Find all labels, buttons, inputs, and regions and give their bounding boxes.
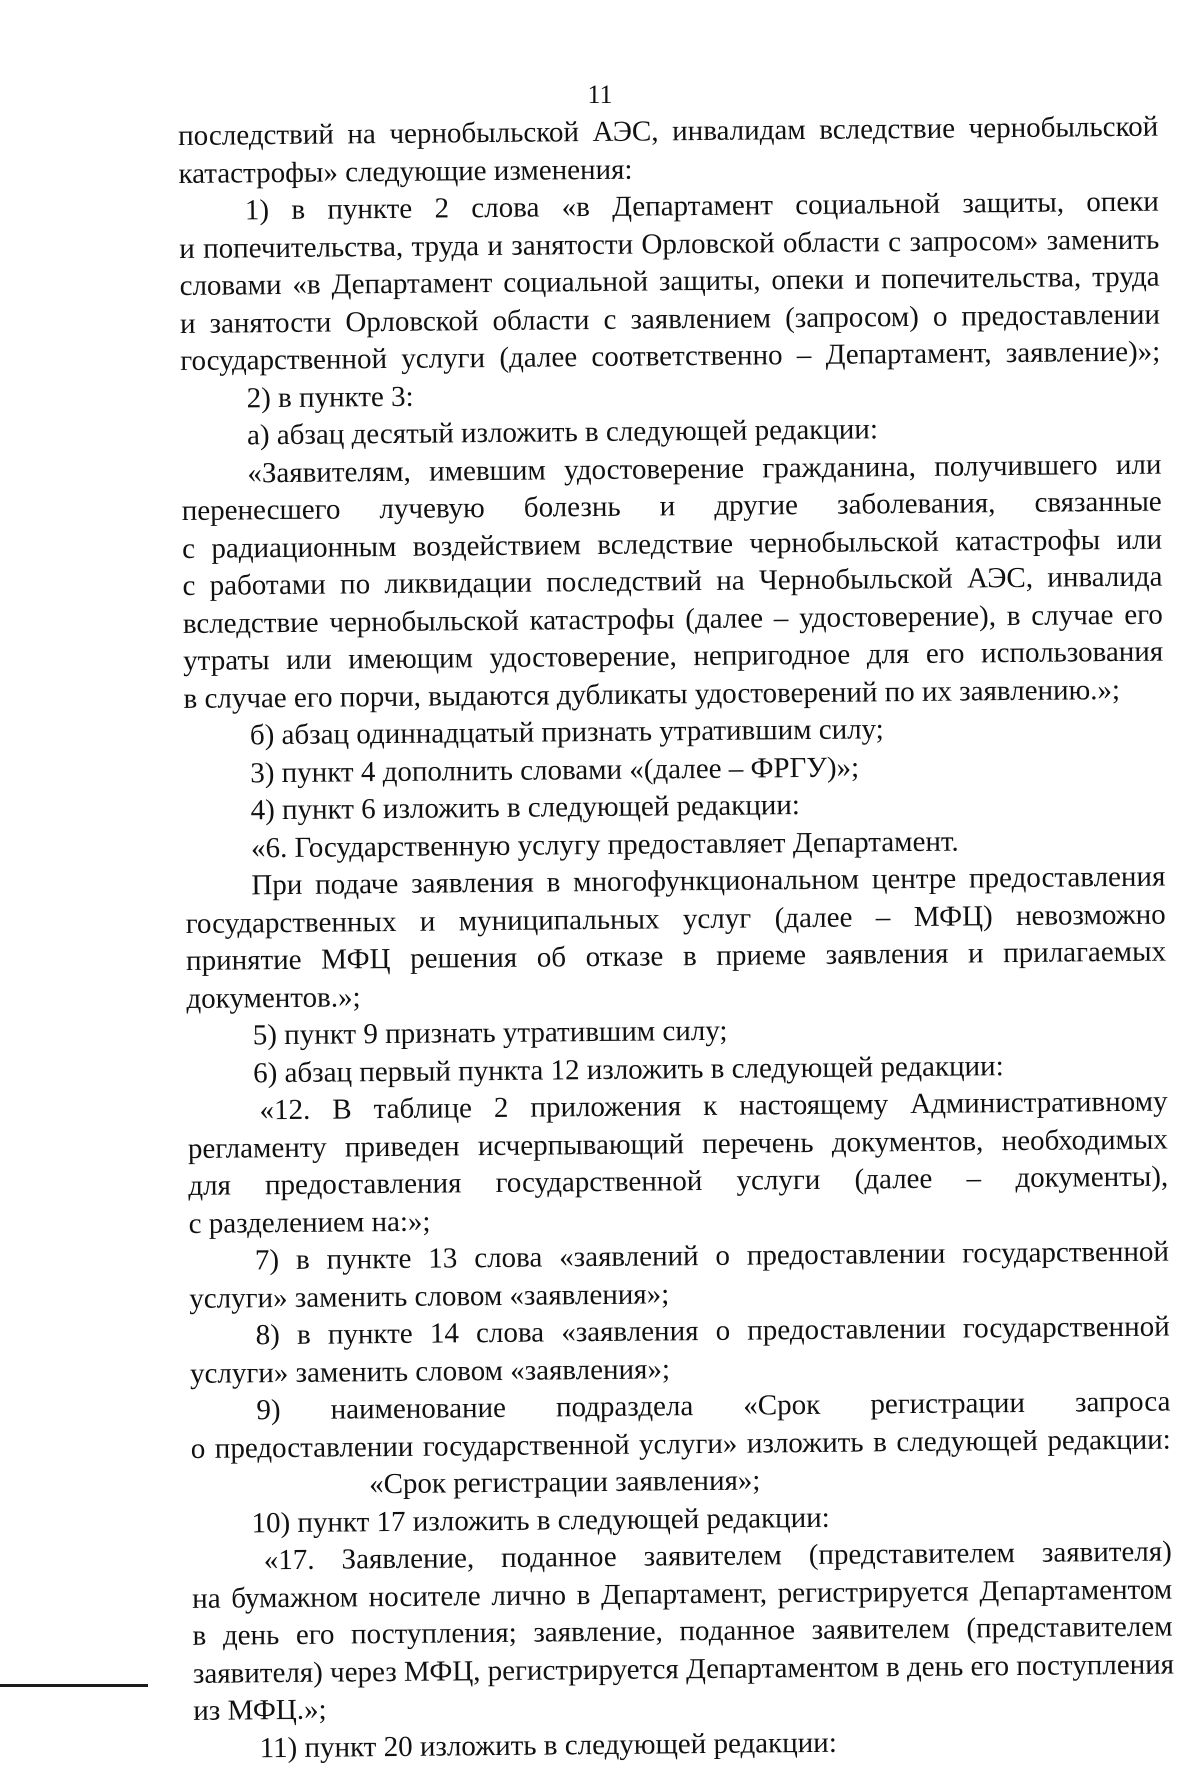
text-line: услуги» заменить словом «заявления»; — [189, 1277, 670, 1315]
text-line: услуги» заменить словом «заявления»; — [189, 1352, 671, 1390]
text-line: перенесшего лучевую болезнь и другие заболевания, связанные — [181, 485, 1162, 527]
text-line: принятие МФЦ решения об отказе в приеме заявления и прилагаемых — [185, 935, 1167, 977]
text-line: «17. Заявление, поданное заявителем (представителем заявителя) — [263, 1535, 1172, 1577]
text-line: государственных и муниципальных услуг (далее – МФЦ) невозможно — [185, 898, 1166, 940]
document-body — [178, 109, 1174, 1768]
text-line: 11) пункт 20 изложить в следующей редакции: — [259, 1726, 837, 1764]
text-line: «12. В таблице 2 приложения к настоящему Административному — [259, 1085, 1168, 1127]
page-number: 11 — [587, 80, 613, 109]
text-line: с радиационным воздействием вследствие чернобыльской катастрофы или — [181, 523, 1163, 565]
text-line: 5) пункт 9 признать утратившим силу; — [252, 1014, 728, 1052]
text-line: 1) в пункте 2 слова «в Департамент социальной защиты, опеки — [244, 185, 1160, 227]
text-line: из МФЦ.»; — [193, 1693, 327, 1727]
text-line: словами «в Департамент социальной защиты, опеки и попечительства, труда — [179, 260, 1160, 302]
text-line: «6. Государственную услугу предоставляет Департамент. — [250, 825, 959, 864]
text-line: вследствие чернобыльской катастрофы (далее – удостоверение), в случае его — [182, 598, 1163, 640]
text-line: 9) наименование подраздела «Срок регистрации запроса — [256, 1385, 1171, 1427]
text-line: 10) пункт 17 изложить в следующей редакции: — [251, 1501, 830, 1539]
text-line: документов.»; — [186, 980, 361, 1015]
text-line: 4) пункт 6 изложить в следующей редакции: — [250, 789, 801, 827]
text-line: на бумажном носителе лично в Департамент, регистрируется Департаментом — [192, 1573, 1173, 1615]
text-line: 6) абзац первый пункта 12 изложить в следующей редакции: — [253, 1049, 1004, 1089]
text-line: о предоставлении государственной услуги» изложить в следующей редакции: — [190, 1423, 1171, 1465]
text-line: в случае его порчи, выдаются дубликаты удостоверений по их заявлению.»; — [183, 673, 1121, 715]
text-line: 2) в пункте 3: — [246, 380, 414, 414]
text-line: с разделением на:»; — [188, 1205, 431, 1240]
text-line: При подаче заявления в многофункциональном центре предоставления — [251, 860, 1166, 902]
text-line: а) абзац десятый изложить в следующей редакции: — [246, 413, 879, 452]
text-line: 7) в пункте 13 слова «заявлений о предоставлении государственной — [254, 1235, 1170, 1277]
scan-edge-mark — [0, 1684, 148, 1687]
text-line: 8) в пункте 14 слова «заявления о предоставлении государственной — [255, 1310, 1170, 1352]
text-line: в день его поступления; заявление, поданное заявителем (представителем — [192, 1610, 1173, 1652]
text-line: 3) пункт 4 дополнить словами «(далее – ФРГУ)»; — [250, 750, 860, 789]
text-line: и попечительства, труда и занятости Орловской области с запросом» заменить — [179, 223, 1160, 265]
text-line: б) абзац одиннадцатый признать утратившим силу; — [249, 713, 884, 752]
text-line: заявителя) через МФЦ, регистрируется Департаментом в день его поступления — [192, 1648, 1175, 1690]
text-line: государственной услуги (далее соответственно – Департамент, заявление)»; — [180, 335, 1161, 377]
text-line: «Заявителям, имевшим удостоверение гражданина, получившего или — [247, 448, 1162, 489]
text-line: и занятости Орловской области с заявлением (запросом) о предоставлении — [179, 298, 1161, 340]
text-line: последствий на чернобыльской АЭС, инвалидам вследствие чернобыльской — [178, 110, 1159, 152]
text-line: катастрофы» следующие изменения: — [178, 153, 633, 190]
text-line: «Срок регистрации заявления»; — [368, 1464, 761, 1501]
text-line: регламенту приведен исчерпывающий перечень документов, необходимых — [187, 1123, 1169, 1165]
text-line: для предоставления государственной услуги (далее – документы), — [188, 1160, 1169, 1202]
text-line: утраты или имеющим удостоверение, непригодное для его использования — [183, 635, 1164, 677]
text-line: с работами по ликвидации последствий на Чернобыльской АЭС, инвалида — [182, 560, 1163, 602]
